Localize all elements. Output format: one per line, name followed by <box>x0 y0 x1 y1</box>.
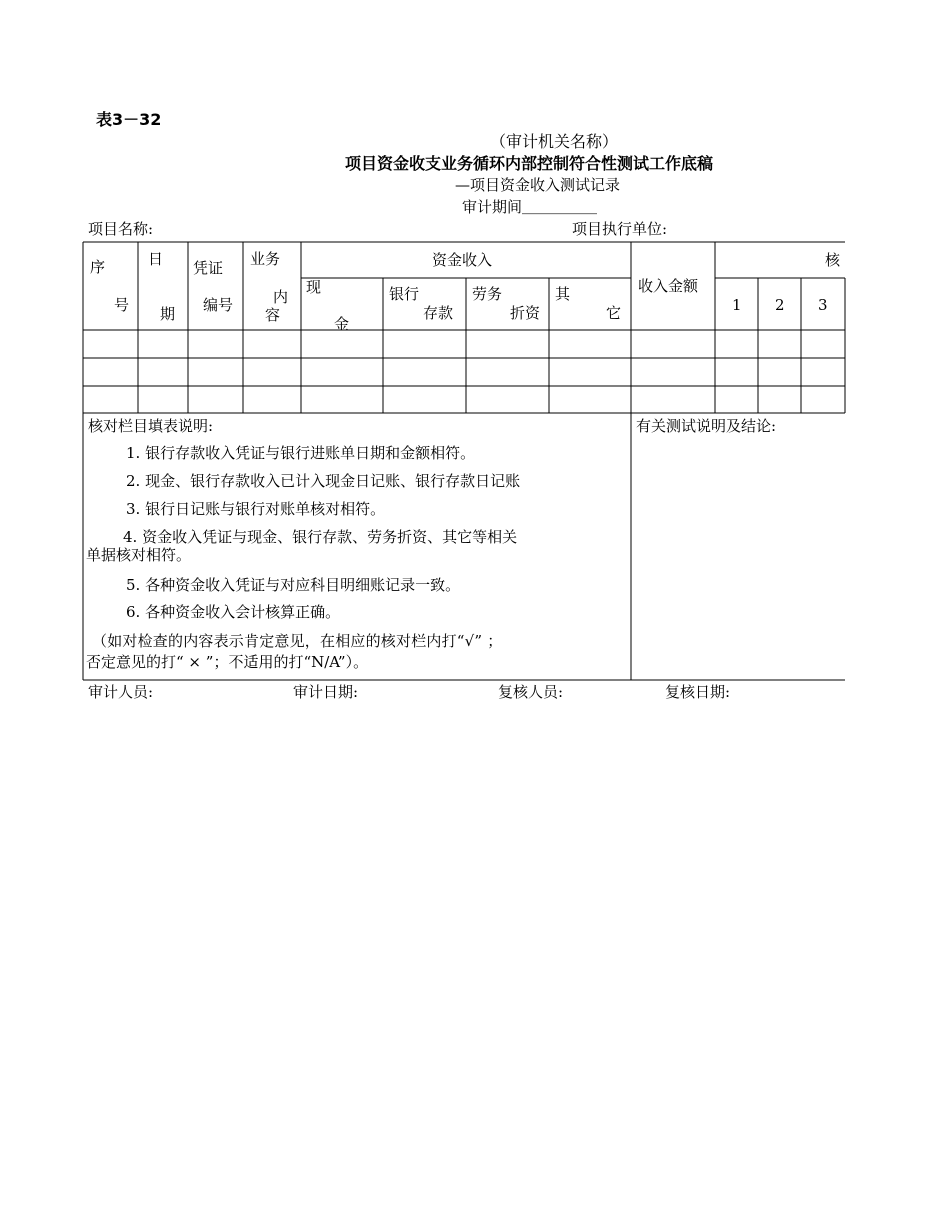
check-col-1: 1 <box>732 296 742 314</box>
note-item-4: 4. 资金收入凭证与现金、银行存款、劳务折资、其它等相关 <box>123 528 518 546</box>
conclusion-header: 有关测试说明及结论: <box>636 417 777 435</box>
col-voucher-bottom: 编号 <box>203 296 234 314</box>
table-row[interactable] <box>84 331 844 358</box>
check-col-2: 2 <box>775 296 785 314</box>
col-biz-mid: 内 <box>273 288 289 306</box>
note-legend-1: （如对检查的内容表示肯定意见，在相应的核对栏内打“√” ； <box>92 632 503 650</box>
table-row[interactable] <box>84 387 844 413</box>
note-item-4-cont: 单据核对相符。 <box>86 546 192 564</box>
project-name-label: 项目名称: <box>88 220 154 238</box>
income-amount-header: 收入金额 <box>638 277 699 295</box>
funds-income-header: 资金收入 <box>432 251 493 269</box>
other-header-bottom: 它 <box>606 304 622 322</box>
col-date-top: 日 <box>148 250 164 268</box>
col-biz-top: 业务 <box>250 250 281 268</box>
review-date-label: 复核日期: <box>665 683 731 701</box>
cash-header-top: 现 <box>306 278 322 296</box>
check-col-3: 3 <box>818 296 828 314</box>
page-title: 项目资金收支业务循环内部控制符合性测试工作底稿 <box>345 154 714 173</box>
labor-header-top: 劳务 <box>472 285 503 303</box>
table-id: 表3－32 <box>96 110 162 129</box>
audit-date-label: 审计日期: <box>293 683 359 701</box>
reviewer-label: 复核人员: <box>498 683 564 701</box>
audit-period: 审计期间＿＿＿＿＿ <box>462 198 598 216</box>
auditor-label: 审计人员: <box>88 683 154 701</box>
audit-org-name: （审计机关名称） <box>490 132 619 151</box>
exec-unit-label: 项目执行单位: <box>572 220 668 238</box>
note-item-2: 2. 现金、银行存款收入已计入现金日记账、银行存款日记账 <box>126 472 521 490</box>
page-subtitle: —项目资金收入测试记录 <box>455 176 621 194</box>
check-header: 核 <box>825 251 841 269</box>
col-biz-bottom: 容 <box>265 306 281 324</box>
note-item-3: 3. 银行日记账与银行对账单核对相符。 <box>126 500 386 518</box>
col-seq-top: 序 <box>90 258 106 276</box>
other-header-top: 其 <box>555 285 571 303</box>
note-item-5: 5. 各种资金收入凭证与对应科目明细账记录一致。 <box>126 576 461 594</box>
cash-header-bottom: 金 <box>334 315 350 333</box>
table-row[interactable] <box>84 359 844 386</box>
conclusion-area[interactable] <box>632 440 844 678</box>
note-item-6: 6. 各种资金收入会计核算正确。 <box>126 603 341 621</box>
labor-header-bottom: 折资 <box>510 304 541 322</box>
col-voucher-top: 凭证 <box>193 259 224 277</box>
notes-header: 核对栏目填表说明: <box>88 417 214 435</box>
col-seq-bottom: 号 <box>114 296 130 314</box>
note-item-1: 1. 银行存款收入凭证与银行进账单日期和金额相符。 <box>126 444 476 462</box>
note-legend-2: 否定意见的打“ × ”；不适用的打“N/A”）。 <box>86 653 369 671</box>
bank-header-top: 银行 <box>389 285 420 303</box>
bank-header-bottom: 存款 <box>423 304 454 322</box>
col-date-bottom: 期 <box>160 305 176 323</box>
